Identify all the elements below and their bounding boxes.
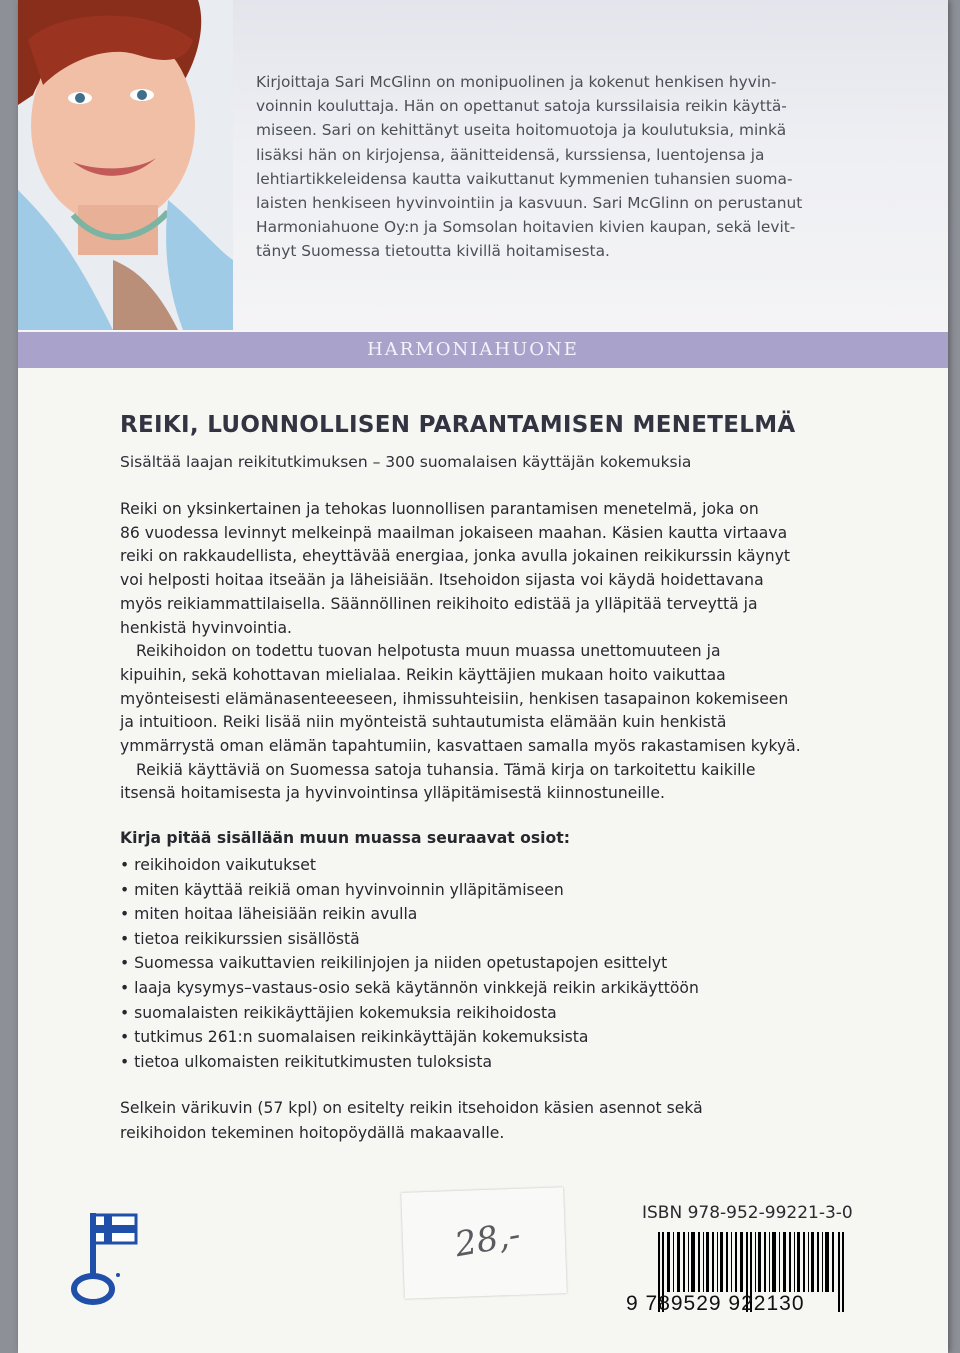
isbn: ISBN 978-952-99221-3-0	[642, 1203, 853, 1223]
description-line: ja intuitioon. Reiki lisää niin myönteistä suhtautumista elämään kuin henkistä	[120, 713, 727, 732]
description	[120, 498, 840, 806]
bio-line: lisäksi hän on kirjojensa, äänitteidensä, kurssiensa, luentojensa ja	[256, 145, 765, 164]
list-item: • Suomessa vaikuttavien reikilinjojen ja niiden opetustapojen esittelyt	[120, 951, 699, 976]
list-item: • tutkimus 261:n suomalaisen reikinkäyttäjän kokemuksista	[120, 1025, 699, 1050]
description-line: ymmärrystä oman elämän tapahtumiin, kasvattaen samalla myös rakastamisen kykyä.	[120, 737, 801, 756]
bio-line: laisten henkiseen hyvinvointiin ja kasvuun. Sari McGlinn on perustanut	[256, 194, 803, 213]
description-line: Reiki on yksinkertainen ja tehokas luonnollisen parantamisen menetelmä, joka on	[120, 500, 759, 518]
book-title: REIKI, LUONNOLLISEN PARANTAMISEN MENETELMÄ	[120, 412, 796, 438]
bio-line: tänyt Suomessa tietoutta kivillä hoitamisesta.	[256, 242, 610, 261]
barcode-digits: 9 789529 922130	[626, 1292, 805, 1315]
bio-line: miseen. Sari on kehittänyt useita hoitomuotoja ja koulutuksia, minkä	[256, 121, 787, 140]
book-subtitle: Sisältää laajan reikitutkimuksen – 300 suomalaisen käyttäjän kokemuksia	[120, 453, 692, 471]
bio-line: lehtiartikkeleidensa kautta vaikuttanut kymmenien tuhansien suoma-	[256, 169, 793, 188]
finnish-key-logo-icon	[70, 1205, 146, 1309]
description-line: reiki on rakkaudellista, eheyttävää energiaa, jonka avulla jokainen reikikurssin käynyt	[120, 547, 791, 566]
price: 28,-	[451, 1214, 524, 1266]
publisher-band	[18, 332, 948, 368]
description-line: voi helposti hoitaa itseään ja läheisiään. Itsehoidon sijasta voi käydä hoidettavana	[120, 571, 764, 590]
bio-line: Harmoniahuone Oy:n ja Somsolan hoitavien kivien kaupan, sekä levit-	[256, 218, 796, 237]
list-item: • reikihoidon vaikutukset	[120, 853, 699, 878]
description-line: kipuihin, sekä kohottavan mielialaa. Reikin käyttäjien mukaan hoito vaikuttaa	[120, 665, 726, 684]
description-line: henkistä hyvinvointia.	[120, 618, 292, 637]
note-line: Selkein värikuvin (57 kpl) on esitelty reikin itsehoidon käsien asennot sekä	[120, 1099, 703, 1117]
list-item: • laaja kysymys–vastaus-osio sekä käytännön vinkkejä reikin arkikäyttöön	[120, 976, 699, 1001]
publisher-name: HARMONIAHUONE	[367, 339, 579, 360]
description-line: itsensä hoitamisesta ja hyvinvointinsa ylläpitämisestä kiinnostuneille.	[120, 784, 665, 803]
list-item: • miten hoitaa läheisiään reikin avulla	[120, 902, 699, 927]
author-section	[18, 0, 948, 330]
author-bio	[256, 70, 856, 264]
list-item: • miten käyttää reikiä oman hyvinvoinnin ylläpitämiseen	[120, 878, 699, 903]
author-photo	[18, 0, 233, 330]
description-line: 86 vuodessa levinnyt melkeinpä maailman jokaiseen maahan. Käsien kautta virtaava	[120, 523, 788, 542]
illustration-note	[120, 1096, 840, 1145]
description-line: Reikiä käyttäviä on Suomessa satoja tuhansia. Tämä kirja on tarkoitettu kaikille	[136, 760, 756, 779]
list-item: • tietoa reikikurssien sisällöstä	[120, 927, 699, 952]
contents-list	[120, 853, 699, 1074]
note-line: reikihoidon tekeminen hoitopöydällä makaavalle.	[120, 1123, 505, 1142]
description-line: myös reikiammattilaisella. Säännöllinen reikihoito edistää ja ylläpitää terveyttä ja	[120, 594, 758, 613]
bio-line: Kirjoittaja Sari McGlinn on monipuolinen ja kokenut henkisen hyvin-	[256, 73, 777, 91]
bio-line: voinnin kouluttaja. Hän on opettanut satoja kurssilaisia reikin käyttä-	[256, 97, 787, 116]
book-back-cover	[18, 0, 948, 1353]
description-line: myönteisesti elämänasenteeeseen, ihmissuhteisiin, henkisen tasapainon kokemiseen	[120, 689, 789, 708]
list-item: • tietoa ulkomaisten reikitutkimusten tuloksista	[120, 1050, 699, 1075]
price-sticker	[401, 1187, 567, 1299]
description-line: Reikihoidon on todettu tuovan helpotusta muun muassa unettomuuteen ja	[136, 642, 721, 661]
list-item: • suomalaisten reikikäyttäjien kokemuksia reikihoidosta	[120, 1001, 699, 1026]
contents-heading: Kirja pitää sisällään muun muassa seuraavat osiot:	[120, 829, 570, 847]
